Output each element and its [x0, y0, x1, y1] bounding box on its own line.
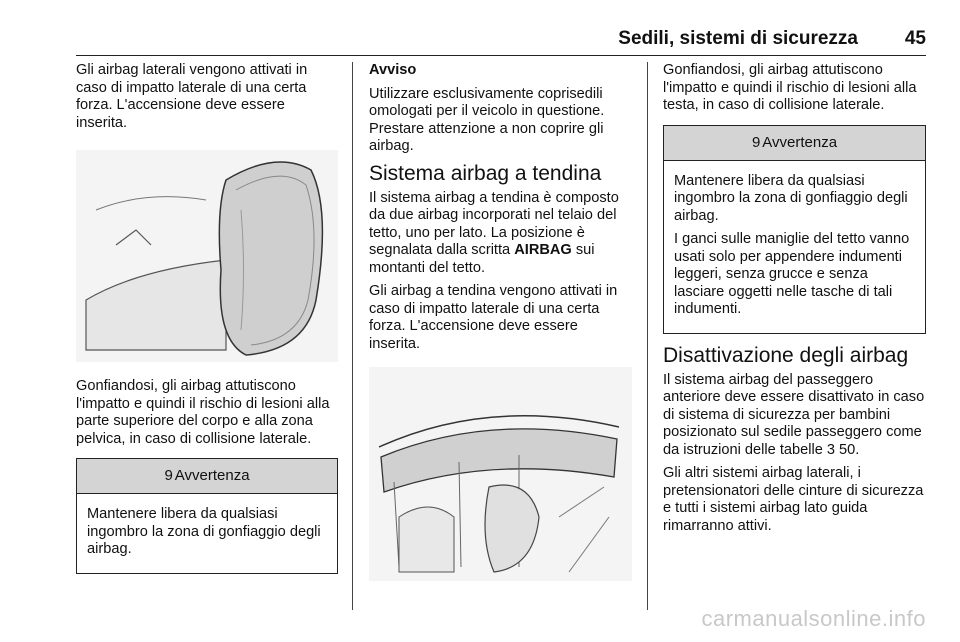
watermark: carmanualsonline.info — [701, 606, 926, 631]
warning-header — [77, 459, 337, 494]
warning-header — [664, 126, 925, 161]
section-title: Sedili, sistemi di sicurezza — [618, 28, 858, 49]
column-left — [76, 62, 338, 584]
side-airbag-effect-paragraph: Gonfiandosi, gli airbag attutiscono l'impatto e quindi il rischio di lesioni alla parte superiore del corpo e alla zona pelvica, in caso di collisione laterale. — [76, 378, 330, 447]
warning-title: Avvertenza — [174, 467, 250, 485]
warning-body — [77, 494, 337, 573]
side-airbag-illustration — [76, 150, 338, 362]
notice-label: Avviso — [369, 62, 417, 78]
column-divider — [352, 62, 353, 610]
arrow-ref-icon: 3 — [826, 441, 835, 458]
warning-box — [76, 458, 338, 574]
deactivation-text: Il sistema airbag del passeggero anteriore deve essere disattivato in caso di sistema di sicurezza per bambini posizionato sul sedile passeggero come da istruzioni delle tabelle — [663, 371, 925, 458]
warning-box — [663, 125, 926, 334]
page-header — [76, 28, 926, 54]
seat-airbag-drawing — [76, 150, 338, 362]
warning-title: Avvertenza — [762, 133, 838, 151]
curtain-text-end: sui montanti del tetto. — [369, 242, 595, 276]
column-middle — [369, 62, 632, 581]
curtain-text-start: Il sistema airbag a tendina è composto da due airbag incorporati nel telaio del tetto, uno per lato. La posizione è segnalata dalla scritta — [369, 189, 619, 258]
curtain-airbag-paragraph — [369, 190, 632, 278]
airbag-label: AIRBAG — [514, 242, 572, 258]
deactivation-paragraph — [663, 372, 926, 460]
page-reference[interactable]: 50. — [835, 441, 860, 458]
curtain-effect-paragraph: Gonfiandosi, gli airbag attutiscono l'impatto e quindi il rischio di lesioni alla testa, in caso di collisione laterale. — [663, 62, 917, 113]
warning-icon: 9 — [751, 133, 761, 151]
column-right — [663, 62, 926, 541]
curtain-activation-paragraph: Gli airbag a tendina vengono attivati in caso di impatto laterale di una certa forza. L'accensione deve essere inserita. — [369, 283, 618, 352]
warning-text: I ganci sulle maniglie del tetto vanno usati solo per appendere indumenti leggeri, senza grucce e senza lasciare oggetti nelle tasche di tali indumenti. — [674, 231, 910, 317]
notice-text: Utilizzare esclusivamente coprisedili omologati per il veicolo in questione. Prestare attenzione a non coprire gli airbag. — [369, 85, 605, 154]
page-number: 45 — [904, 28, 926, 49]
curtain-airbag-illustration — [369, 367, 632, 581]
curtain-airbag-heading: Sistema airbag a tendina — [369, 161, 602, 185]
column-divider — [647, 62, 648, 610]
car-interior-drawing — [369, 367, 632, 581]
warning-body — [664, 161, 925, 333]
warning-text: Mantenere libera da qualsiasi ingombro la zona di gonfiaggio degli airbag. — [674, 172, 908, 224]
header-divider — [76, 55, 926, 56]
airbag-deactivation-heading: Disattivazione degli airbag — [663, 343, 909, 367]
side-airbag-paragraph: Gli airbag laterali vengono attivati in caso di impatto laterale di una certa forza. L'accensione deve essere inserita. — [76, 62, 308, 131]
other-airbags-paragraph: Gli altri sistemi airbag laterali, i pretensionatori delle cinture di sicurezza e tutti i sistemi airbag lato guida rimarranno attivi. — [663, 465, 924, 534]
warning-text: Mantenere libera da qualsiasi ingombro la zona di gonfiaggio degli airbag. — [87, 506, 321, 557]
warning-icon: 9 — [164, 467, 173, 485]
